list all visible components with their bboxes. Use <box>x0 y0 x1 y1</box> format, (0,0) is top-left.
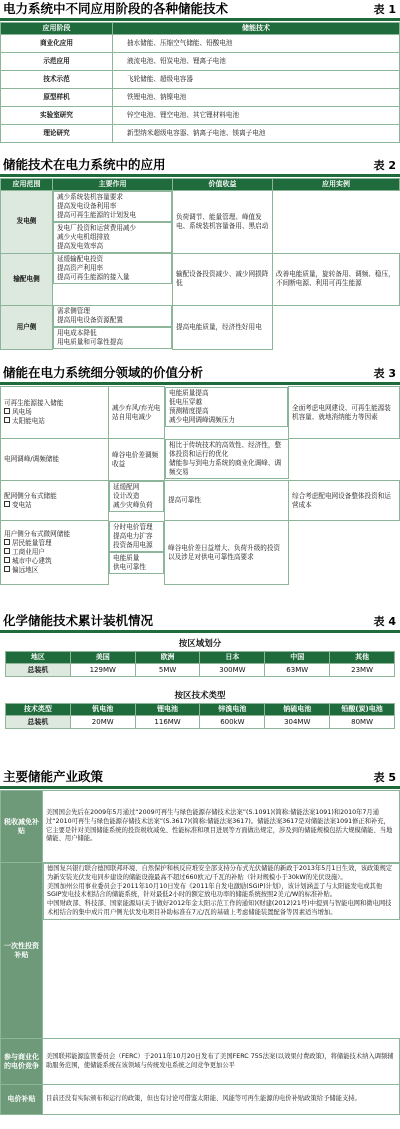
table3-role: 分时电价管理 提高电力扩容 投资备用电源 <box>109 521 164 552</box>
table-row <box>1 1039 400 1085</box>
table1-stage: 示范应用 <box>1 53 113 71</box>
table3-field-label: 用户侧分布式微网储能 <box>4 530 70 538</box>
table2-value: 发电厂投资和运营费用减少 减少火电机组排放 提高发电效率高 <box>53 222 172 253</box>
table2-example: 改善电能质量，旋转备用、调频、稳压，不间断电源、利用可再生能源 <box>273 253 400 305</box>
table4-tech-cell: 20MW <box>70 716 135 729</box>
table3-sub-item <box>4 557 105 566</box>
table4-region-header: 日本 <box>200 652 265 664</box>
table1-stage: 技术示范 <box>1 71 113 89</box>
table4-tech <box>5 703 395 729</box>
table3-sub-label: 居民能量管理 <box>12 539 52 547</box>
table3-sub-item <box>4 566 105 575</box>
table4-tech-header: 铅酸(炭)电池 <box>330 704 395 716</box>
table4-section <box>0 600 400 760</box>
table5-category: 参与商业化的电价竞争 <box>1 1039 43 1085</box>
table3-sub-label: 风电场 <box>12 408 32 416</box>
table1-title: 电力系统中不同应用阶段的各种储能技术 <box>3 1 229 16</box>
table5 <box>0 790 400 1115</box>
table3-field <box>1 521 109 585</box>
table1-header <box>0 0 400 21</box>
table2-scope: 输配电侧 <box>1 253 53 305</box>
table-row <box>1 791 400 863</box>
table4-region-cell: 129MW <box>70 664 135 677</box>
table4-title: 化学储能技术累计装机情况 <box>3 613 154 628</box>
checkbox-icon <box>4 408 10 414</box>
table5-text: 目前还没有实际颁布和运行的政策，但也有讨论可借鉴太阳能、风能等可再生能源的电价补贴政策给予储能支持。 <box>43 1085 400 1115</box>
table3-sub-item <box>4 408 105 417</box>
table3-role: 峰谷电价差调频收益 <box>109 439 165 481</box>
table2-scope: 用户侧 <box>1 305 53 349</box>
table4-tech-header: 钠硫电池 <box>265 704 330 716</box>
table2-col-scope: 应用范围 <box>1 179 53 191</box>
table5-number: 表 5 <box>373 771 396 784</box>
table3-example: 全面考虑电网建设、可再生能源装机容量、就地消纳能力等因素 <box>289 387 400 439</box>
table-row <box>6 716 395 729</box>
table-row <box>1 387 400 439</box>
table3-sub-label: 变电站 <box>12 500 32 509</box>
table4-subtitle-tech: 按区技术类型 <box>174 691 226 701</box>
table3-sub-item <box>4 548 105 557</box>
table-row <box>1 521 400 585</box>
table5-section <box>0 760 400 1129</box>
checkbox-icon <box>4 566 10 572</box>
table3-sub-label: 偏远地区 <box>12 566 39 574</box>
table3-sub-item <box>4 417 105 426</box>
table-row <box>1 107 400 125</box>
table4-region-header: 中国 <box>265 652 330 664</box>
table-row <box>1 305 400 349</box>
checkbox-icon <box>4 417 10 423</box>
table5-category: 电价补贴 <box>1 1085 43 1115</box>
table3-example: 峰谷电价差日益增大、负荷升级的投资以及涉足对供电可靠性高要求 <box>165 521 289 585</box>
table-row <box>1 253 400 305</box>
table1-tech: 液流电池、铅炭电池、锂离子电池 <box>113 53 400 71</box>
table4-region-header: 美国 <box>70 652 135 664</box>
table1-tech: 铁锂电池、钠镍电池 <box>113 89 400 107</box>
table4-header <box>0 612 400 633</box>
table5-title: 主要储能产业政策 <box>3 769 104 784</box>
table3-value: 电能质量 供电可靠性 <box>109 552 164 574</box>
table3-number: 表 3 <box>373 367 396 380</box>
table4-number: 表 4 <box>373 615 396 628</box>
table-row <box>1 35 400 53</box>
table3-value: 提高可靠性 <box>165 481 289 521</box>
table1-stage: 商业化应用 <box>1 35 113 53</box>
table1-tech: 新型纳米超级电容器、钠离子电池、镁离子电池 <box>113 125 400 143</box>
table4-tech-cell: 116MW <box>135 716 200 729</box>
table3-sub-label: 太阳能电站 <box>12 417 45 425</box>
table-row <box>1 863 400 1039</box>
table4-region-cell: 5MW <box>135 664 200 677</box>
table1-tech: 飞轮储能、超级电容器 <box>113 71 400 89</box>
table1-tech: 锌空电池、锂空电池、其它锂材料电池 <box>113 107 400 125</box>
table3-header <box>0 364 400 385</box>
table-row <box>1 125 400 143</box>
table4-tech-cell: 80MW <box>330 716 395 729</box>
table3-field <box>1 387 109 439</box>
table4-subtitle-region: 按区域划分 <box>178 639 222 649</box>
table4-tech-cell: 总装机 <box>6 716 71 729</box>
table-row <box>1 71 400 89</box>
table2-example: 提高电能质量，经济性好用电 <box>173 305 273 349</box>
table2-value: 输配设备投资减少、减少网损降低 <box>173 253 273 305</box>
table3-section <box>0 350 400 600</box>
table5-header <box>0 768 400 789</box>
table2-role: 需求侧管理 提高用电设备资源配置 <box>53 305 172 327</box>
table4-region-cell: 63MW <box>265 664 330 677</box>
table1-col-stage: 应用阶段 <box>1 23 113 35</box>
table3-title: 储能在电力系统细分领域的价值分析 <box>3 365 204 380</box>
checkbox-icon <box>4 548 10 554</box>
table3-field-label: 可再生能源接入储能 <box>4 399 64 407</box>
table2-title: 储能技术在电力系统中的应用 <box>3 157 166 172</box>
table4-region-header: 其他 <box>330 652 395 664</box>
table3-sub-item <box>4 501 105 510</box>
table5-category: 一次性投资补贴 <box>1 863 43 1039</box>
table3-value: 相比于传统技术的高效性、经济性，整体投资和运行的优化 储能参与到电力系统的商业化调峰、调频交易 <box>165 439 289 479</box>
table1-stage: 理论研究 <box>1 125 113 143</box>
table-row <box>6 664 395 677</box>
table4-region-cell: 总装机 <box>6 664 71 677</box>
table4-tech-cell: 304MW <box>265 716 330 729</box>
checkbox-icon <box>4 539 10 545</box>
table3-sub-item <box>4 539 105 548</box>
table2-col-value: 价值收益 <box>173 179 273 191</box>
table1 <box>0 22 400 143</box>
table2-role: 延缓输配电投资 提高资产利用率 提高可再生能源的接入量 <box>53 253 172 284</box>
table2-number: 表 2 <box>373 159 396 172</box>
table2-role: 减少系统装机容量要求 提高发电设备利用率 提高可再生能源的计划发电 <box>53 191 172 222</box>
table2-example: 负荷调节、能量管理、峰值发电、系统装机容量备用、黑启动 <box>173 191 273 254</box>
table2-section <box>0 142 400 350</box>
table3-example: 综合考虑配电网设备整体投资和运营成本 <box>289 481 400 521</box>
table4-tech-header: 技术类型 <box>6 704 71 716</box>
table3-value: 电能质量提高 低电压穿越 预测精度提高 减少电网调峰调频压力 <box>165 387 288 427</box>
table4-tech-cell: 600kW <box>200 716 265 729</box>
table2-col-role: 主要作用 <box>53 179 173 191</box>
table4-region-header: 欧洲 <box>135 652 200 664</box>
checkbox-icon <box>4 557 10 563</box>
table2-scope: 发电侧 <box>1 191 53 254</box>
table4-region-cell: 300MW <box>200 664 265 677</box>
table3-field: 电网调峰/调频储能 <box>1 439 109 481</box>
table3-sub-label: 城市中心建筑 <box>12 557 52 565</box>
table4-region <box>5 651 395 677</box>
table4-region-cell: 23MW <box>330 664 395 677</box>
table-row <box>1 191 400 254</box>
table3 <box>0 386 400 585</box>
table4-tech-header: 锌溴电池 <box>200 704 265 716</box>
table2-value: 用电成本降低 用电质量和可靠性提高 <box>53 327 172 349</box>
table1-col-tech: 储能技术 <box>113 23 400 35</box>
table-row <box>1 89 400 107</box>
table1-stage: 原型样机 <box>1 89 113 107</box>
table3-field-label: 配网侧分布式储能 <box>4 491 57 500</box>
table5-text: 美国国会先后在2009年5月通过“2009可再生与绿色能源存储技术法案”(S.1091)(简称:储能法案1091)和2010年7月通过“2010可再生与绿色能源存储技术法案”(S.3617)(简称:储能法案3617)。储能法案3617是对储能法案1091修正和补充，它主要是针对美国储能系统的投资税收减免、性能标准和项目进展等方面做出规定，涉及到的储能规模包括大规模储能、当地储能、用户储能。 <box>43 791 400 863</box>
table3-sub-label: 工商业用户 <box>12 548 45 556</box>
table-row <box>1 481 400 521</box>
table-row <box>1 53 400 71</box>
table1-section <box>0 0 400 142</box>
table1-tech: 抽水储能、压缩空气储能、铅酸电池 <box>113 35 400 53</box>
table1-number: 表 1 <box>373 3 396 16</box>
table-row <box>1 1085 400 1115</box>
table5-category: 税收减免补贴 <box>1 791 43 863</box>
table4-tech-header: 钒电池 <box>70 704 135 716</box>
table2-col-example: 应用实例 <box>273 179 400 191</box>
checkbox-icon <box>4 501 10 507</box>
table5-text: 德国复兴银行联合德国联邦环境、自然保护和核反应堆安全部支持分布式光伏储能的新政于2013年5月1日生效，该政策规定为新安装光伏发电同步建设的储能设施最高不超过660欧元/千瓦的补贴（针对规模小于30kW的光伏设施）。 美国加州公用事业委员会于2011年10月10日发布《2011年自发电激励(SGIP)计划》，该计划涵盖了与太阳能发电或其他SGIP发电技术相结合的储能系统，针对最低2小时的额定放电功率的储能系统按照2美元/W的标准补贴。 中国财政部、科技部、国家能源局(关于做好2012年金太阳示范工作的通知)(财建(2012)21号)中提到与智能电网和微电网技术相结合的集中成片用户侧光伏发电项目补助标准在7元/瓦的基础上考虑储能装置配备等因素适当增加。 <box>43 863 400 920</box>
table2-header <box>0 156 400 177</box>
table2 <box>0 178 400 350</box>
table5-text: 美国联邦能源监管委员会（FERC）于2011年10月20日发布了美国FERC 755法案(以效果付费政策)，将储能技术纳入调频辅助服务范围，使储能系统在该领域与传统发电系统之间竞争更加公平 <box>43 1039 400 1085</box>
table1-stage: 实验室研究 <box>1 107 113 125</box>
table4-region-header: 地区 <box>6 652 71 664</box>
table3-role: 减少弃风/弃光电站自用电减少 <box>109 387 165 439</box>
table3-role: 延缓配网 设计改造 减少灾峰负荷 <box>109 481 164 512</box>
table4-tech-header: 锂电池 <box>135 704 200 716</box>
table-row <box>1 439 400 481</box>
table3-field <box>1 481 109 521</box>
